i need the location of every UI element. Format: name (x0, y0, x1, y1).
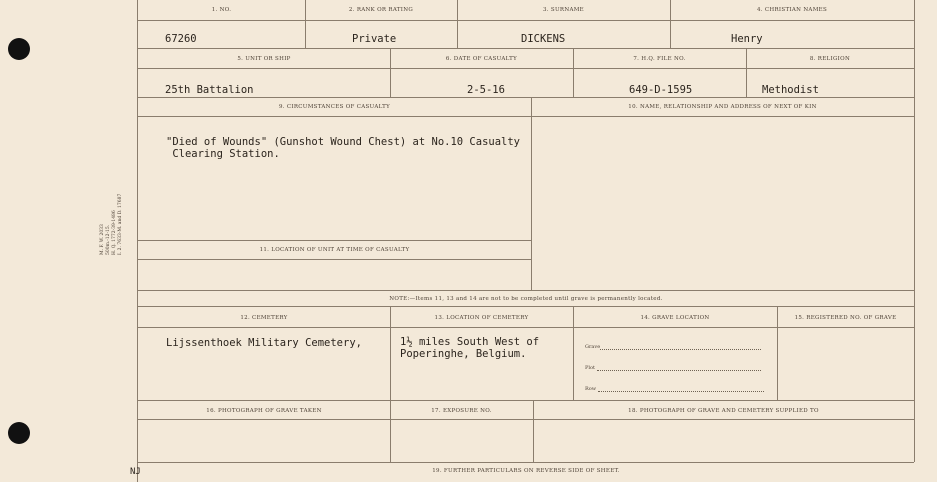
rule (138, 240, 531, 241)
plot-dotted-line (597, 369, 761, 371)
rank-label: 2. RANK OR RATING (348, 7, 414, 13)
side-code-line: I. 2. 7633-M. and D. 17687 (118, 193, 123, 255)
next-of-kin-label: 10. NAME, RELATIONSHIP AND ADDRESS OF NEXT OF KIN (628, 104, 817, 110)
religion-label: 8. RELIGION (809, 56, 851, 62)
rule (138, 68, 914, 69)
rule (138, 259, 531, 260)
rule (138, 97, 914, 98)
surname-label: 3. SURNAME (543, 7, 584, 13)
christian-names-label: 4. CHRISTIAN NAMES (756, 7, 828, 13)
surname-value: DICKENS (521, 33, 566, 45)
rule (531, 97, 532, 290)
punch-hole-top (8, 38, 30, 60)
rule (138, 116, 914, 117)
punch-hole-bottom (8, 422, 30, 444)
plot-sub-label: Plot (585, 365, 595, 371)
hq-file-label: 7. H.Q. FILE NO. (633, 56, 686, 62)
cemetery-location-label: 13. LOCATION OF CEMETERY (434, 315, 529, 321)
circumstances-value: "Died of Wounds" (Gunshot Wound Chest) at No.10 Casualty Clearing Station. (166, 136, 521, 160)
date-value: 2-5-16 (467, 84, 505, 96)
side-code-line: H. Q. 1772-39-1486 (112, 210, 117, 255)
rule (138, 327, 914, 328)
rank-value: Private (352, 33, 397, 45)
unit-location-label: 11. LOCATION OF UNIT AT TIME OF CASUALTY (259, 247, 410, 253)
circumstances-label: 9. CIRCUMSTANCES OF CASUALTY (278, 104, 390, 110)
photo-taken-label: 16. PHOTOGRAPH OF GRAVE TAKEN (206, 408, 322, 414)
side-code-line: M. F. W. 2033 (100, 224, 105, 255)
religion-value: Methodist (762, 84, 819, 96)
cemetery-location-value: 1½ miles South West of Poperinghe, Belgium. (400, 336, 540, 360)
unit-value: 25th Battalion (165, 84, 254, 96)
unit-label: 5. UNIT OR SHIP (237, 56, 291, 62)
rule (138, 20, 914, 21)
cemetery-value: Lijssenthoek Military Cemetery, (166, 337, 362, 349)
corner-mark: NJ (130, 467, 141, 477)
date-label: 6. DATE OF CASUALTY (445, 56, 518, 62)
christian-names-value: Henry (731, 33, 763, 45)
grave-sub-label: Grave (585, 344, 601, 350)
photo-supplied-label: 18. PHOTOGRAPH OF GRAVE AND CEMETERY SUPPLIED TO (628, 408, 819, 414)
no-value: 67260 (165, 33, 197, 45)
cemetery-label: 12. CEMETERY (240, 315, 288, 321)
right-rule (914, 0, 915, 462)
rule (138, 290, 914, 291)
row-dotted-line (598, 390, 764, 392)
row-sub-label: Row (585, 386, 597, 392)
rule (138, 419, 914, 420)
exposure-no-label: 17. EXPOSURE NO. (431, 408, 492, 414)
registered-no-label: 15. REGISTERED NO. OF GRAVE (794, 315, 897, 321)
no-label: 1. NO. (211, 7, 232, 13)
rule (138, 462, 914, 463)
hq-file-value: 649-D-1595 (629, 84, 693, 96)
note-text: NOTE:—Items 11, 13 and 14 are not to be completed until grave is permanently located. (389, 296, 663, 302)
footer-text: 19. FURTHER PARTICULARS ON REVERSE SIDE OF SHEET. (432, 468, 620, 474)
side-code-line: 500m.-12-15. (106, 224, 111, 255)
grave-dotted-line (600, 348, 761, 350)
rule (138, 48, 914, 49)
side-form-code (100, 105, 124, 255)
grave-location-label: 14. GRAVE LOCATION (640, 315, 710, 321)
rule (138, 400, 914, 401)
rule (138, 306, 914, 307)
